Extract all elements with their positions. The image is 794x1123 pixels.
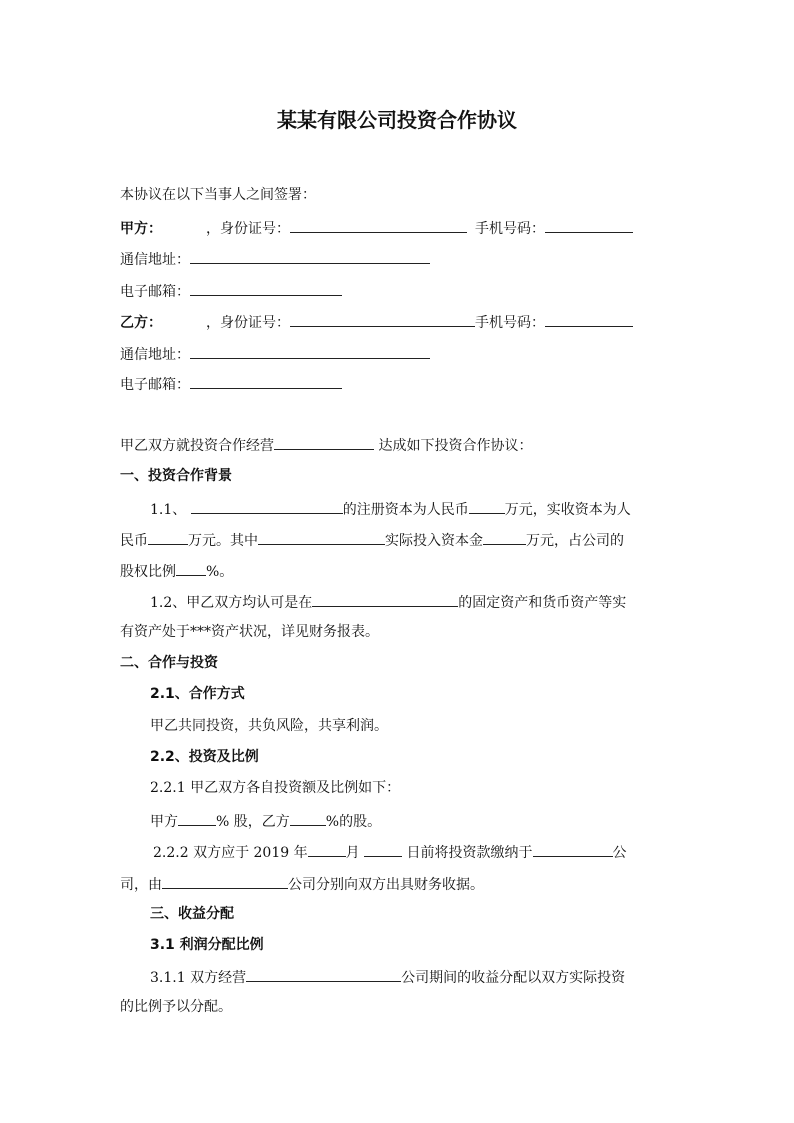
clause-1-1-cont: [120, 530, 624, 550]
text: 甲方: [150, 814, 178, 830]
business-blank[interactable]: [274, 435, 374, 450]
text: 万元。其中: [188, 533, 258, 549]
company-blank[interactable]: [246, 967, 401, 982]
clause-2-1: 甲乙共同投资，共负风险，共享利润。: [150, 718, 388, 734]
text: 司，由: [120, 877, 162, 893]
clause-1-1: [150, 499, 631, 519]
text: 万元，实收资本为人: [504, 502, 631, 518]
text: 的注册资本为人民币: [342, 502, 469, 518]
clause-1-2: [150, 592, 626, 612]
text: % 股，乙方: [216, 814, 290, 830]
capital-amount-blank[interactable]: [483, 530, 526, 545]
text: 1.1、: [150, 502, 191, 518]
address-label: 通信地址：: [120, 252, 190, 268]
investor-blank[interactable]: [258, 530, 385, 545]
text: 1.2、甲乙双方均认可是在: [150, 595, 313, 611]
text: 甲乙双方就投资合作经营: [120, 438, 274, 454]
text: %的股。: [325, 814, 382, 830]
text: 的固定资产和货币资产等实: [458, 595, 627, 611]
paid-capital-blank[interactable]: [148, 530, 188, 545]
email-label: 电子邮箱：: [120, 377, 190, 393]
day-blank[interactable]: [364, 842, 402, 857]
id-label: ，身份证号：: [206, 221, 290, 237]
text: 3.1.1 双方经营: [150, 970, 247, 986]
party-a-label: 甲方：: [120, 221, 162, 237]
party-b-email-blank[interactable]: [190, 374, 342, 389]
text: 日前将投资款缴纳于: [402, 845, 533, 861]
clause-3-1-1-cont: 的比例予以分配。: [120, 999, 232, 1015]
clause-2-2-2: [153, 842, 627, 862]
section-2-heading: 二、合作与投资: [120, 655, 218, 671]
text: 公司分别向双方出具财务收据。: [288, 877, 484, 893]
text: 万元，占公司的: [526, 533, 624, 549]
payee-blank[interactable]: [533, 842, 613, 857]
party-b-address-blank[interactable]: [190, 344, 430, 359]
clause-2-2-2-cont: [120, 874, 484, 894]
party-b-id-blank[interactable]: [290, 312, 475, 327]
equity-ratio-blank[interactable]: [176, 561, 206, 576]
phone-label: 手机号码：: [475, 221, 545, 237]
party-a-share-blank[interactable]: [178, 811, 216, 826]
text: 达成如下投资合作协议：: [374, 438, 533, 454]
phone-label: 手机号码：: [475, 315, 545, 331]
section-1-heading: 一、投资合作背景: [120, 468, 232, 484]
intro: 本协议在以下当事人之间签署：: [120, 187, 316, 203]
party-b-share-blank[interactable]: [290, 811, 326, 826]
date-blank[interactable]: [312, 592, 458, 607]
party-a-id-blank[interactable]: [290, 218, 467, 233]
party-b-address: [120, 344, 430, 364]
clause-1-1-end: [120, 561, 233, 581]
company-blank[interactable]: [191, 499, 343, 514]
registered-capital-blank[interactable]: [469, 499, 505, 514]
party-b-email: [120, 374, 342, 394]
text: 股权比例: [120, 564, 176, 580]
party-a-email-blank[interactable]: [190, 281, 342, 296]
party-a-address: [120, 249, 430, 269]
shares-line: [150, 811, 381, 831]
clause-2-2-1: 2.2.1 甲乙双方各自投资额及比例如下：: [150, 780, 401, 796]
text: %。: [206, 564, 234, 580]
clause-1-2-cont: 有资产处于***资产状况，详见财务报表。: [120, 624, 379, 640]
email-label: 电子邮箱：: [120, 284, 190, 300]
party-a-phone-blank[interactable]: [545, 218, 633, 233]
party-a-line: [120, 218, 633, 238]
section-3-heading: 三、收益分配: [150, 906, 234, 922]
subheading-2-1: 2.1、合作方式: [150, 686, 245, 702]
party-a-email: [120, 281, 342, 301]
issuer-blank[interactable]: [162, 874, 288, 889]
party-b-phone-blank[interactable]: [545, 312, 633, 327]
page-title: 某某有限公司投资合作协议: [277, 108, 517, 132]
party-b-line: [120, 312, 633, 332]
text: 民币: [120, 533, 148, 549]
subheading-2-2: 2.2、投资及比例: [150, 749, 259, 765]
text: 实际投入资本金: [385, 533, 483, 549]
party-a-address-blank[interactable]: [190, 249, 430, 264]
month-blank[interactable]: [308, 842, 346, 857]
text: 公司期间的收益分配以双方实际投资: [401, 970, 626, 986]
party-b-label: 乙方：: [120, 315, 162, 331]
id-label: ，身份证号：: [206, 315, 290, 331]
agreement-line: [120, 435, 532, 455]
text: 2.2.2 双方应于 2019 年: [153, 845, 308, 861]
subheading-3-1: 3.1 利润分配比例: [150, 937, 264, 953]
text: 公: [612, 845, 627, 861]
text: 月: [345, 845, 365, 861]
clause-3-1-1: [150, 967, 625, 987]
address-label: 通信地址：: [120, 347, 190, 363]
